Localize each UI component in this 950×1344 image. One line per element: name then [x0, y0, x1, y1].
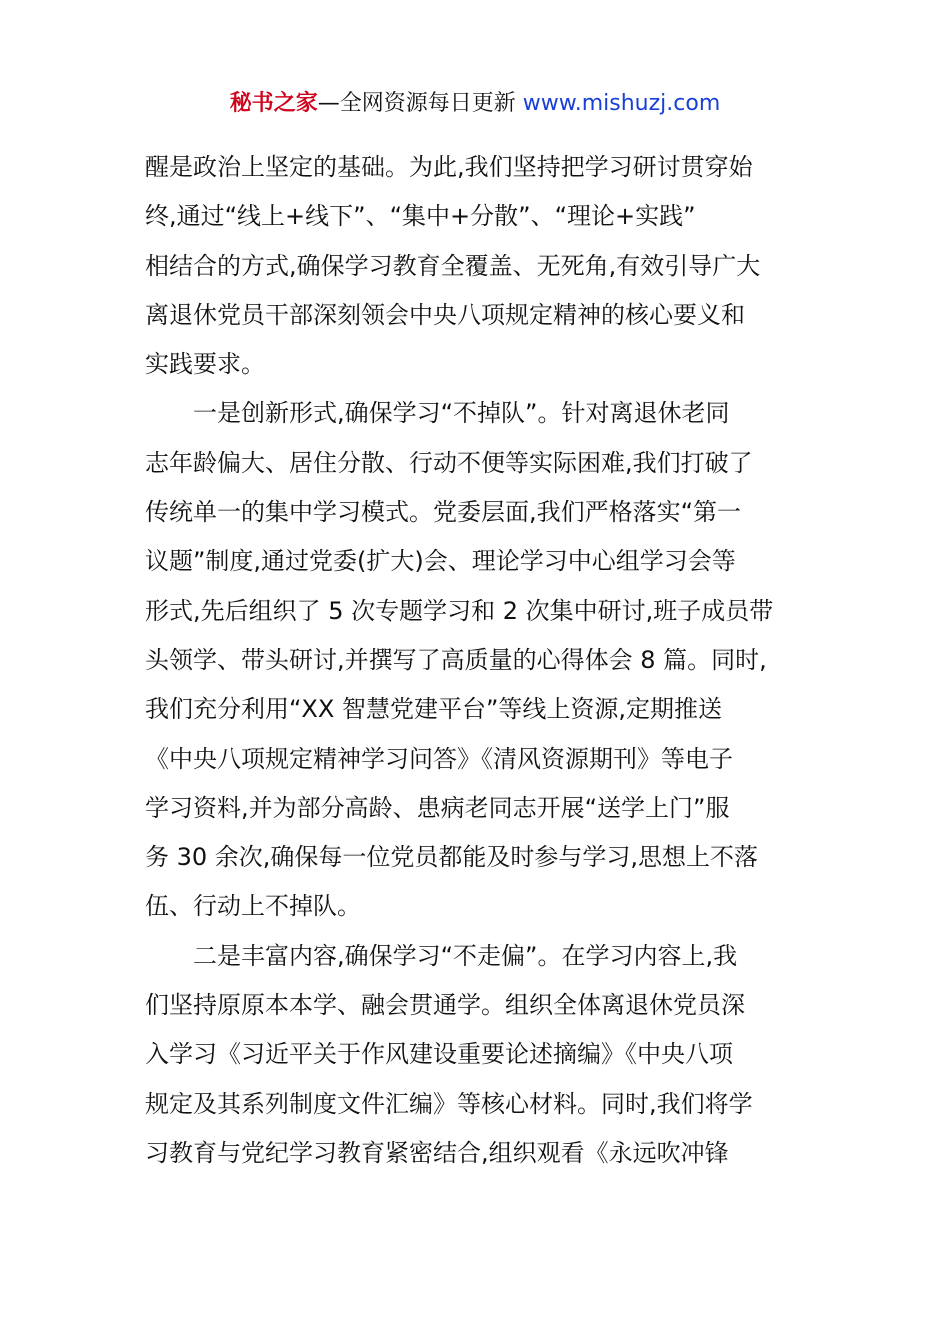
- text-line: 形式,先后组织了 5 次专题学习和 2 次集中研讨,班子成员带: [145, 596, 774, 625]
- text-line: 规定及其系列制度文件汇编》等核心材料。同时,我们将学: [145, 1089, 753, 1118]
- text-line: 离退休党员干部深刻领会中央八项规定精神的核心要义和: [145, 300, 745, 329]
- site-url-link[interactable]: www.mishuzj.com: [522, 91, 721, 116]
- text-line: 学习资料,并为部分高龄、患病老同志开展“送学上门”服: [145, 793, 730, 822]
- text-line: 我们充分利用“XX 智慧党建平台”等线上资源,定期推送: [145, 695, 723, 724]
- document-body: [145, 143, 825, 1178]
- text-line: 伍、行动上不掉队。: [145, 892, 361, 921]
- text-line: 终,通过“线上+线下”、“集中+分散”、“理论+实践”: [145, 202, 696, 231]
- text-line: 们坚持原原本本学、融会贯通学。组织全体离退休党员深: [145, 991, 745, 1020]
- paragraph-start-line: 一是创新形式,确保学习“不掉队”。针对离退休老同: [193, 399, 730, 428]
- text-line: 实践要求。: [145, 350, 265, 379]
- text-line: 入学习《习近平关于作风建设重要论述摘编》《中央八项: [145, 1040, 733, 1069]
- text-line: 志年龄偏大、居住分散、行动不便等实际困难,我们打破了: [145, 448, 753, 477]
- header-tagline: —全网资源每日更新: [317, 91, 523, 116]
- text-line: 传统单一的集中学习模式。党委层面,我们严格落实“第一: [145, 498, 742, 527]
- text-line: 醒是政治上坚定的基础。为此,我们坚持把学习研讨贯穿始: [145, 153, 753, 181]
- paragraph-start-line: 二是丰富内容,确保学习“不走偏”。在学习内容上,我: [193, 941, 738, 970]
- text-line: 《中央八项规定精神学习问答》《清风资源期刊》等电子: [145, 744, 733, 773]
- text-line: 头领学、带头研讨,并撰写了高质量的心得体会 8 篇。同时,: [145, 645, 767, 674]
- text-line: 议题”制度,通过党委(扩大)会、理论学习中心组学习会等: [145, 547, 736, 576]
- text-line: 相结合的方式,确保学习教育全覆盖、无死角,有效引导广大: [145, 251, 761, 280]
- page-header: [0, 88, 950, 120]
- text-line: 务 30 余次,确保每一位党员都能及时参与学习,思想上不落: [145, 843, 759, 872]
- brand-name: 秘书之家: [229, 91, 318, 116]
- text-line: 习教育与党纪学习教育紧密结合,组织观看《永远吹冲锋: [145, 1138, 729, 1167]
